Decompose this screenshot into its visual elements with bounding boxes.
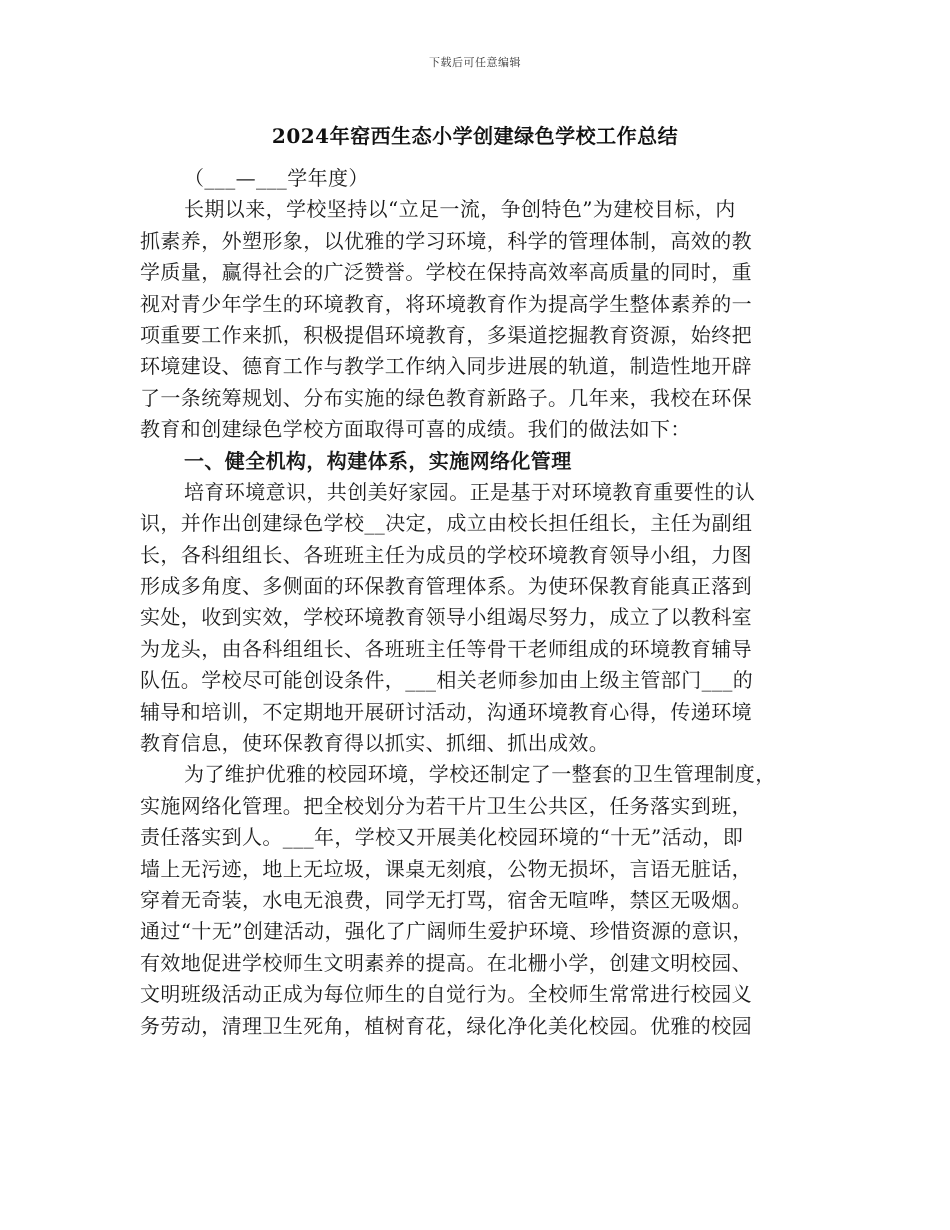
text-line: 培育环境意识，共创美好家园。正是基于对环境教育重要性的认 [184,479,756,504]
text-line: 教育信息，使环保教育得以抓实、抓细、抓出成效。 [140,731,610,756]
text-line: 实处，收到实效，学校环境教育领导小组竭尽努力，成立了以教科室 [140,605,752,630]
section-heading: 一、健全机构，构建体系，实施网络化管理 [184,448,572,473]
text-line: 长期以来，学校坚持以“立足一流，争创特色”为建校目标，内 [184,197,736,222]
text-line: 长，各科组组长、各班班主任为成员的学校环境教育领导小组，力图 [140,542,752,567]
text-line: 为了维护优雅的校园环境，学校还制定了一整套的卫生管理制度， [184,762,776,787]
text-line: 墙上无污迹，地上无垃圾，课桌无刻痕，公物无损坏，言语无脏话， [140,856,752,881]
text-line: 环境建设、德育工作与教学工作纳入同步进展的轨道，制造性地开辟 [140,354,752,379]
text-line: 通过“十无”创建活动，强化了广阔师生爱护环境、珍惜资源的意识， [140,919,753,944]
text-line: 务劳动，清理卫生死角，植树育花，绿化净化美化校园。优雅的校园 [140,1013,752,1038]
text-line: 学质量，赢得社会的广泛赞誉。学校在保持高效率高质量的同时，重 [140,260,752,285]
text-line: 识，并作出创建绿色学校__决定，成立由校长担任组长，主任为副组 [140,511,753,536]
text-line: 辅导和培训，不定期地开展研讨活动，沟通环境教育心得，传递环境 [140,699,752,724]
text-line: 文明班级活动正成为每位师生的自觉行为。全校师生常常进行校园义 [140,982,752,1007]
text-line: 队伍。学校尽可能创设条件，___相关老师参加由上级主管部门___的 [140,668,754,693]
text-line: 有效地促进学校师生文明素养的提高。在北栅小学，创建文明校园、 [140,950,752,975]
text-line: 项重要工作来抓，积极提倡环境教育，多渠道挖掘教育资源，始终把 [140,322,752,347]
text-line: （___—___学年度） [184,166,369,190]
document-title: 2024年窑西生态小学创建绿色学校工作总结 [271,124,679,148]
header-note: 下载后可任意编辑 [429,56,521,69]
text-line: 了一条统筹规划、分布实施的绿色教育新路子。几年来，我校在环保 [140,385,752,410]
text-line: 实施网络化管理。把全校划分为若干片卫生公共区，任务落实到班， [140,793,752,818]
text-line: 视对青少年学生的环境教育，将环境教育作为提高学生整体素养的一 [140,291,752,316]
text-line: 抓素养，外塑形象，以优雅的学习环境，科学的管理体制，高效的教 [140,228,752,253]
text-line: 责任落实到人。___年，学校又开展美化校园环境的“十无”活动，即 [140,825,744,850]
text-line: 教育和创建绿色学校方面取得可喜的成绩。我们的做法如下： [140,417,691,442]
text-line: 为龙头，由各科组组长、各班班主任等骨干老师组成的环境教育辅导 [140,636,752,661]
text-line: 穿着无奇装，水电无浪费，同学无打骂，宿舍无喧哗，禁区无吸烟。 [140,887,752,912]
text-line: 形成多角度、多侧面的环保教育管理体系。为使环保教育能真正落到 [140,574,752,599]
document-body [140,163,812,1042]
